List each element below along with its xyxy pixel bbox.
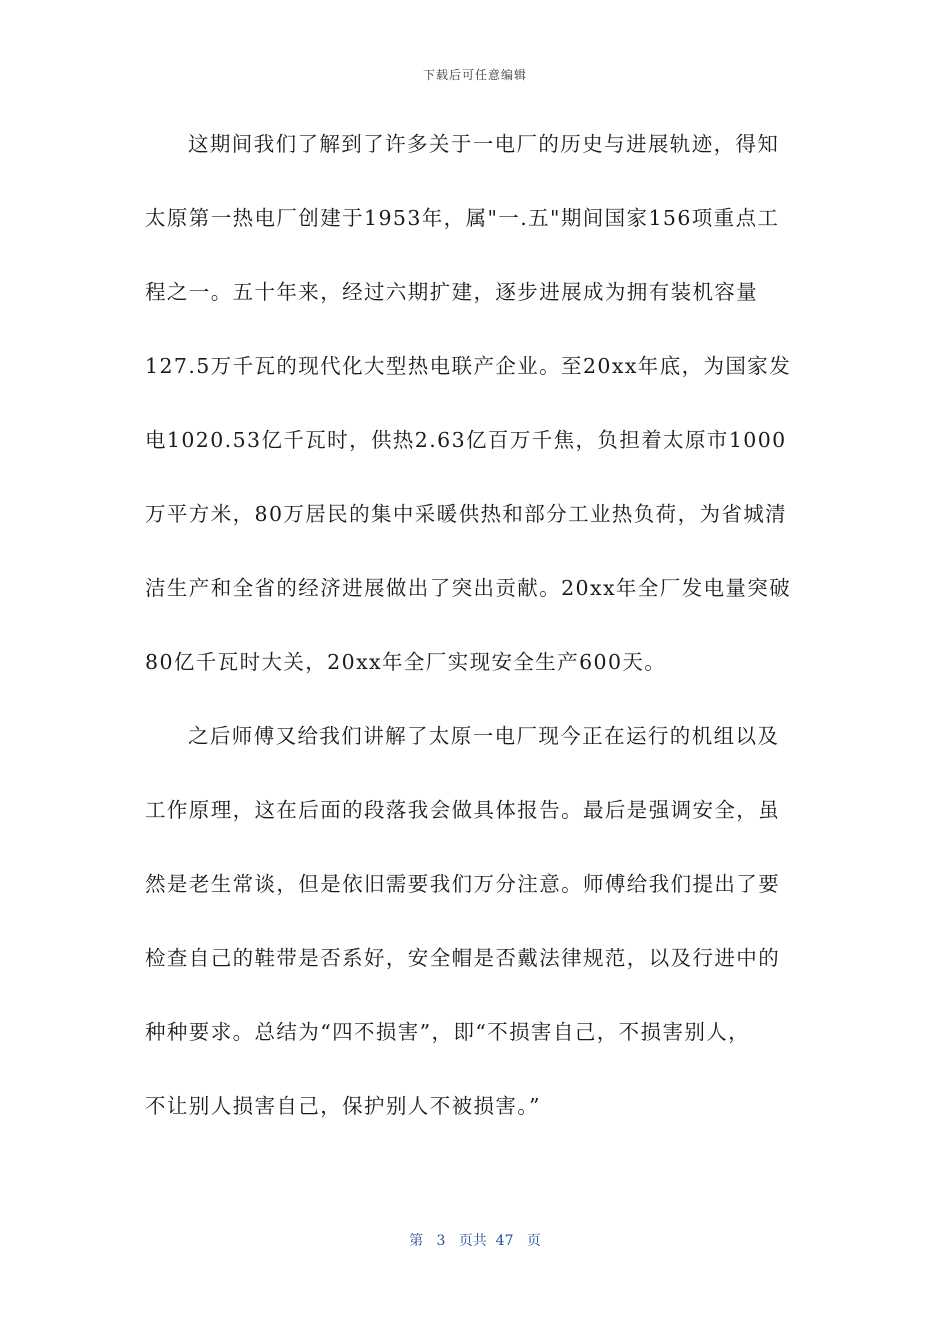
paragraph-1-line: 电1020.53亿千瓦时，供热2.63亿百万千焦，负担着太原市1000 bbox=[145, 428, 787, 452]
page-footer bbox=[0, 1230, 950, 1250]
paragraph-2-line: 种种要求。总结为“四不损害”，即“不损害自己，不损害别人， bbox=[145, 1020, 751, 1044]
paragraph-1-line: 程之一。五十年来，经过六期扩建，逐步进展成为拥有装机容量 bbox=[145, 280, 759, 304]
footer-middle: 页共 bbox=[458, 1233, 487, 1249]
page-header: 下载后可任意编辑 bbox=[422, 68, 527, 82]
paragraph-1-line: 这期间我们了解到了许多关于一电厂的历史与进展轨迹，得知 bbox=[188, 132, 780, 156]
paragraph-1-line: 127.5万千瓦的现代化大型热电联产企业。至20xx年底，为国家发 bbox=[145, 354, 792, 378]
paragraph-2-line: 检查自己的鞋带是否系好，安全帽是否戴法律规范，以及行进中的 bbox=[145, 946, 781, 970]
paragraph-2-line: 然是老生常谈，但是依旧需要我们万分注意。师傅给我们提出了要 bbox=[145, 872, 781, 896]
paragraph-1-line: 太原第一热电厂创建于1953年，属"一.五"期间国家156项重点工 bbox=[145, 206, 780, 230]
footer-total-pages: 47 bbox=[495, 1233, 514, 1249]
footer-page-number: 3 bbox=[436, 1233, 446, 1249]
paragraph-2-line: 不让别人损害自己，保护别人不被损害。” bbox=[145, 1094, 541, 1118]
paragraph-1-line: 80亿千瓦时大关，20xx年全厂实现安全生产600天。 bbox=[145, 650, 667, 674]
paragraph-2-line: 之后师傅又给我们讲解了太原一电厂现今正在运行的机组以及 bbox=[188, 724, 780, 748]
document-body bbox=[145, 128, 805, 1164]
paragraph-2-line: 工作原理，这在后面的段落我会做具体报告。最后是强调安全，虽 bbox=[145, 798, 781, 822]
paragraph-1-line: 洁生产和全省的经济进展做出了突出贡献。20xx年全厂发电量突破 bbox=[145, 576, 792, 600]
footer-suffix: 页 bbox=[526, 1233, 541, 1249]
footer-prefix: 第 bbox=[409, 1233, 424, 1249]
paragraph-1-line: 万平方米，80万居民的集中采暖供热和部分工业热负荷，为省城清 bbox=[145, 502, 788, 526]
